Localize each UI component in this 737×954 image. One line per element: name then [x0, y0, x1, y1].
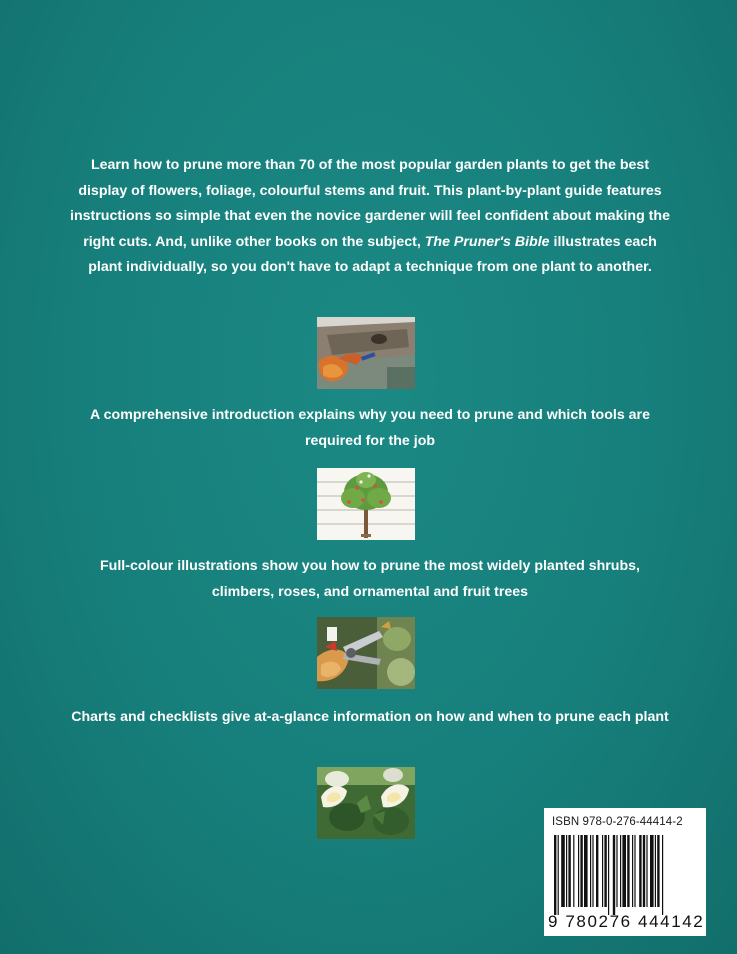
- barcode-bar: [643, 835, 645, 907]
- barcode-bar: [592, 835, 593, 907]
- barcode-bar: [580, 835, 582, 907]
- pruning-photo-secateurs: [317, 617, 415, 689]
- barcode-bar: [639, 835, 641, 907]
- barcode-bar: [622, 835, 626, 907]
- intro-text-part2: illustrates each plant individually, so you don't have to adapt a technique from one plant to another.: [88, 233, 657, 275]
- feature-illustrations-text: Full-colour illustrations show you how to prune the most widely planted shrubs, climbers, roses, and ornamental and fruit trees: [100, 558, 640, 600]
- flowers-photo-image: [317, 767, 415, 839]
- barcode-bar: [566, 835, 567, 907]
- book-title: The Pruner's Bible: [424, 233, 550, 250]
- barcode-bar: [634, 835, 635, 907]
- barcode-bar: [650, 835, 654, 907]
- barcode-bar: [616, 835, 617, 907]
- tree-illustration-image: [317, 468, 415, 540]
- intro-paragraph: [70, 153, 670, 281]
- trunk-photo-image: [317, 317, 415, 389]
- barcode-image: [554, 835, 696, 915]
- feature-introduction-text: A comprehensive introduction explains why you need to prune and which tools are required for the job: [90, 407, 650, 449]
- barcode-bar: [620, 835, 621, 907]
- barcode-bar: [613, 835, 615, 915]
- illustration-espalier-tree: [317, 468, 415, 540]
- barcode-bar: [561, 835, 565, 907]
- barcode-bar: [602, 835, 603, 907]
- barcode-bar: [573, 835, 574, 907]
- barcode-bar: [558, 835, 559, 915]
- isbn-barcode-box: [544, 808, 706, 936]
- barcode-bar: [646, 835, 647, 907]
- barcode-bar: [554, 835, 556, 915]
- barcode-bar: [608, 835, 609, 915]
- pruning-photo-trunk: [317, 317, 415, 389]
- barcode-bar: [578, 835, 579, 907]
- barcode-bar: [584, 835, 588, 907]
- intro-text-part1: Learn how to prune more than 70 of the most popular garden plants to get the best display of flowers, foliage, colourful stems and fruit. This plant-by-plant guide features instructions so simple that even the novice gardener will feel confident about making the right cuts. And, unlike other books on the subject,: [70, 157, 670, 250]
- barcode-bar: [596, 835, 598, 907]
- barcode-bar: [662, 835, 663, 915]
- barcode-digits: 9 780276 444142: [548, 912, 705, 931]
- secateurs-photo-image: [317, 617, 415, 689]
- barcode-bar: [590, 835, 591, 907]
- isbn-label: ISBN 978-0-276-44414-2: [552, 816, 683, 828]
- barcode-bar: [655, 835, 656, 907]
- barcode-bar: [657, 835, 659, 907]
- barcode-bar: [604, 835, 606, 907]
- barcode-bar: [568, 835, 570, 907]
- photo-white-flowers: [317, 767, 415, 839]
- barcode-bar: [632, 835, 633, 907]
- feature-charts-text: Charts and checklists give at-a-glance information on how and when to prune each plant: [71, 709, 669, 725]
- barcode-bar: [627, 835, 629, 907]
